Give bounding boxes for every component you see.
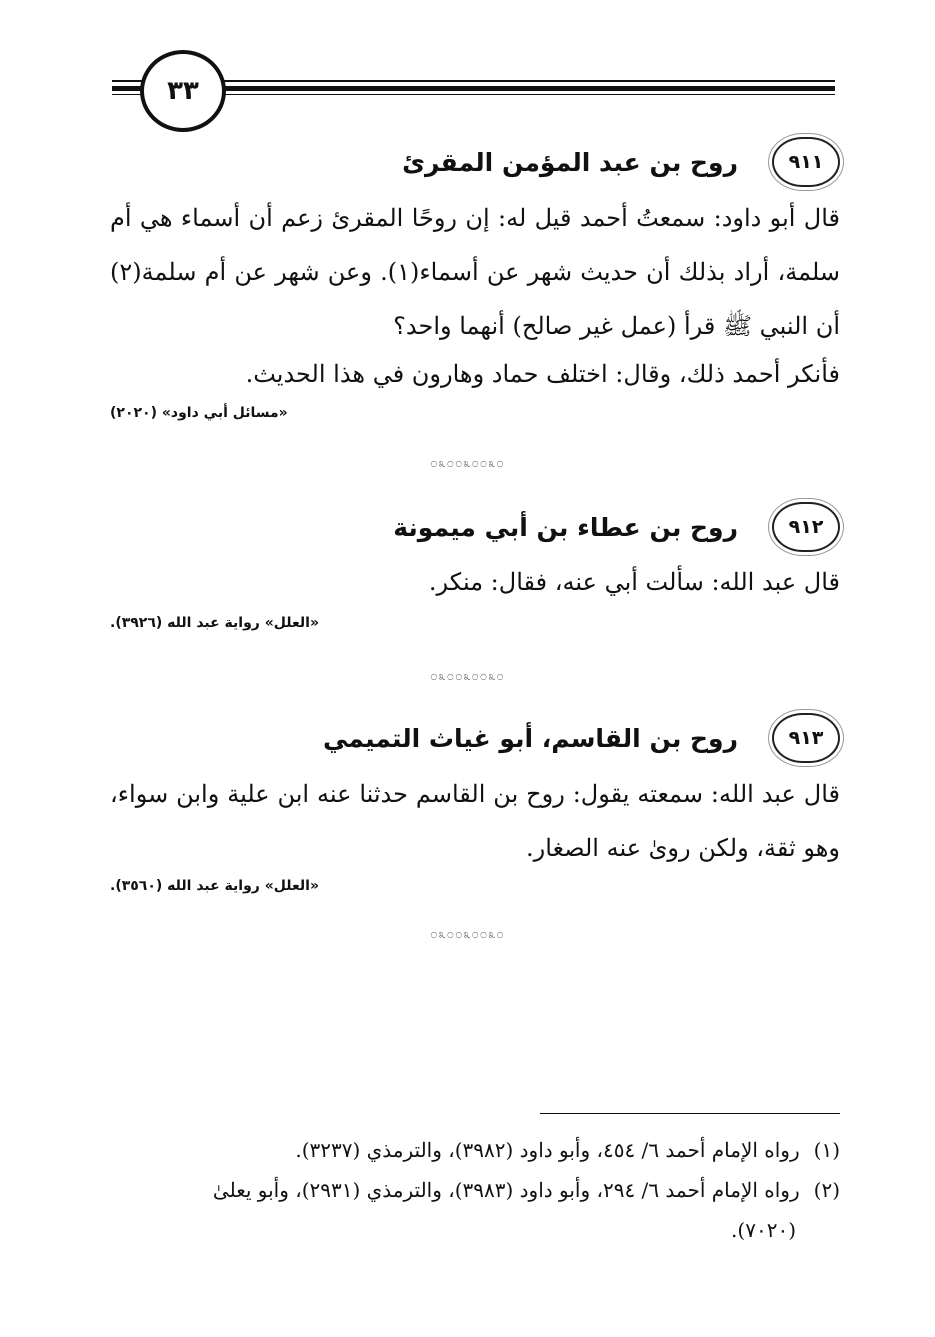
- entry-heading: [80, 713, 840, 763]
- footnote-continuation: (٧٠٢٠).: [731, 1218, 796, 1242]
- footnote-text: رواه الإمام أحمد ٦/ ٤٥٤، وأبو داود (٣٩٨٢)، والترمذي (٣٢٣٧).: [295, 1138, 800, 1162]
- footnote-number: (١): [813, 1138, 840, 1162]
- entry-heading: [80, 502, 840, 552]
- entry-number-badge: ٩١١: [772, 137, 840, 187]
- entry-number-badge: ٩١٢: [772, 502, 840, 552]
- section-separator: ೦೩೦೦೩೦೦೩೦: [430, 927, 505, 942]
- entry-number-badge: ٩١٣: [772, 713, 840, 763]
- footnote: [110, 1130, 840, 1170]
- source-reference: «مسائل أبي داود» (٢٠٢٠): [110, 405, 288, 421]
- footnote-rule: [540, 1113, 840, 1114]
- entry-title: روح بن عطاء بن أبي ميمونة: [393, 512, 738, 542]
- entry-paragraph: فأنكر أحمد ذلك، وقال: اختلف حماد وهارون في هذا الحديث.: [245, 360, 840, 388]
- footnote-number: (٢): [813, 1178, 840, 1202]
- entry-title: روح بن القاسم، أبو غياث التميمي: [323, 723, 738, 753]
- source-reference: «العلل» رواية عبد الله (٣٥٦٠).: [110, 878, 319, 894]
- section-separator: ೦೩೦೦೩೦೦೩೦: [430, 669, 505, 684]
- section-separator: ೦೩೦೦೩೦೦೩೦: [430, 456, 505, 471]
- entry-heading: [80, 137, 840, 187]
- page-number: ٣٣: [140, 50, 226, 132]
- footnote: [110, 1170, 840, 1250]
- source-reference: «العلل» رواية عبد الله (٣٩٢٦).: [110, 615, 319, 631]
- footnote-text: رواه الإمام أحمد ٦/ ٢٩٤، وأبو داود (٣٩٨٣)، والترمذي (٢٩٣١)، وأبو يعلىٰ: [212, 1178, 800, 1202]
- entry-paragraph: قال عبد الله: سألت أبي عنه، فقال: منكر.: [428, 568, 840, 596]
- entry-paragraph: قال أبو داود: سمعتُ أحمد قيل له: إن روحًا المقرئ زعم أن أسماء هي أم سلمة، أراد بذلك أن حديث شهر عن أسماء(١). وعن شهر عن أم سلمة(٢) أن النبي ﷺ قرأ (عمل غير صالح) أنهما واحد؟: [110, 204, 840, 340]
- entry-title: روح بن عبد المؤمن المقرئ: [402, 147, 738, 177]
- entry-paragraph: قال عبد الله: سمعته يقول: روح بن القاسم حدثنا عنه ابن علية وابن سواء، وهو ثقة، ولكن روىٰ عنه الصغار.: [110, 780, 840, 862]
